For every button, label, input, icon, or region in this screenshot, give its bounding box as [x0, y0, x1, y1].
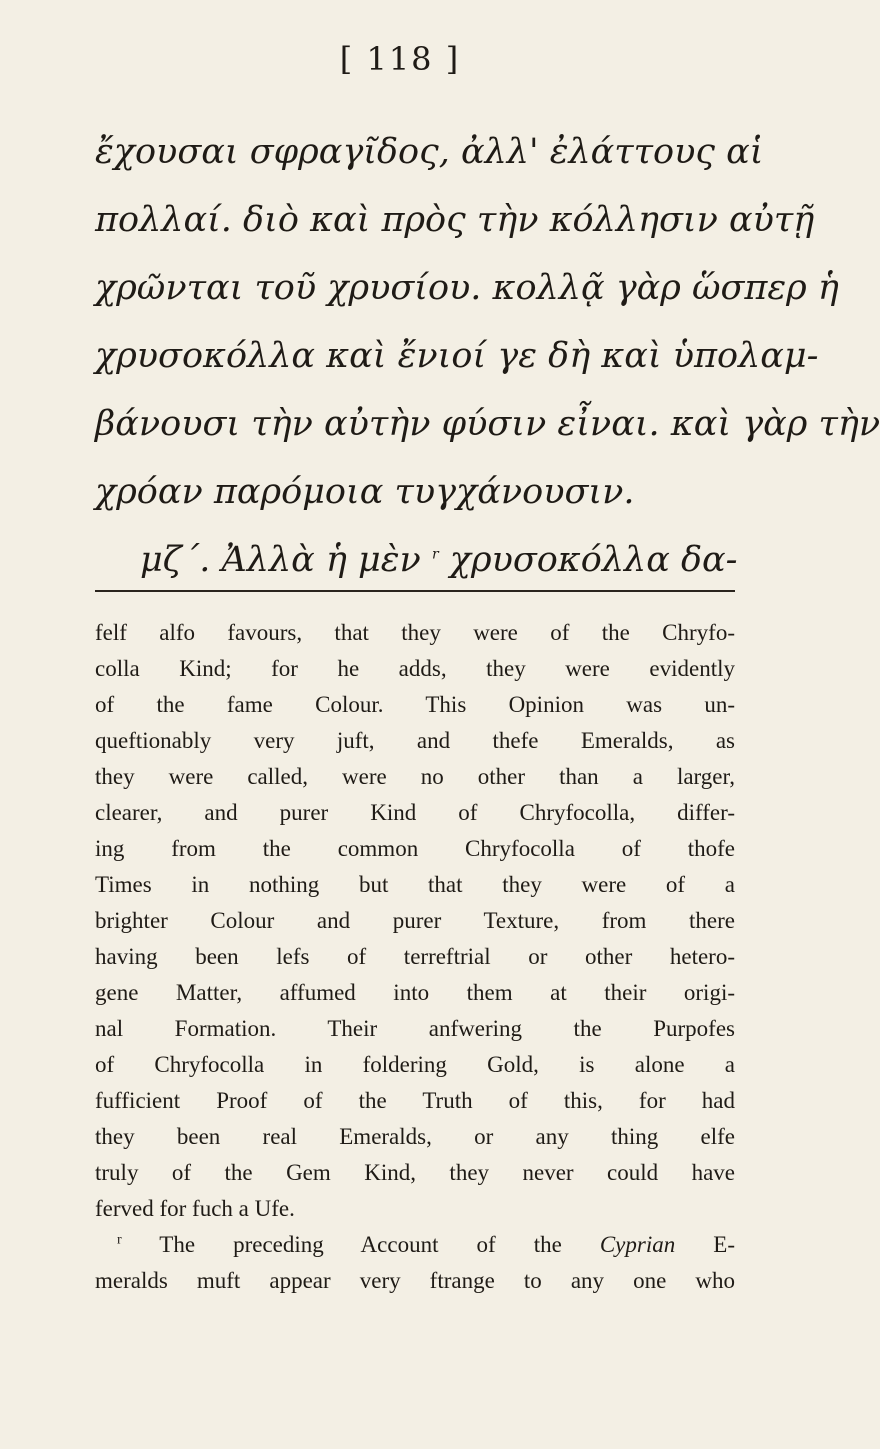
greek-line: βάνουσι τὴν αὐτὴν φύσιν εἶναι. καὶ γὰρ τὴν	[95, 404, 880, 444]
footnote-ref: r	[431, 546, 439, 563]
footnote-text: E-	[713, 1232, 735, 1257]
english-line: they been real Emeralds, or any thing elfe	[95, 1124, 735, 1149]
footnote-marker: r	[117, 1232, 122, 1248]
english-line: colla Kind; for he adds, they were evidently	[95, 656, 735, 681]
english-line: they were called, were no other than a larger,	[95, 764, 735, 789]
english-line: fufficient Proof of the Truth of this, for had	[95, 1088, 735, 1113]
greek-text: Ἀλλὰ ἡ μὲν	[221, 540, 421, 580]
greek-line: χρῶνται τοῦ χρυσίου. κολλᾷ γὰρ ὥσπερ ἡ	[95, 268, 839, 308]
english-line: ferved for fuch a Ufe.	[95, 1196, 295, 1221]
greek-line: πολλαί. διὸ καὶ πρὸς τὴν κόλλησιν αὐτῇ	[95, 200, 815, 240]
greek-text-block	[95, 118, 880, 594]
greek-line: χρόαν παρόμοια τυγχάνουσιν.	[95, 472, 635, 512]
english-line: having been lefs of terreftrial or other hetero-	[95, 944, 735, 969]
english-line: nal Formation. Their anfwering the Purpofes	[95, 1016, 735, 1041]
greek-line-section	[95, 526, 738, 594]
english-line: ing from the common Chryfocolla of thofe	[95, 836, 735, 861]
footnote-italic: Cyprian	[599, 1232, 676, 1257]
footnote-line: meralds muft appear very ftrange to any one who	[95, 1268, 735, 1293]
section-marker: μζ΄.	[140, 540, 211, 580]
english-line: queftionably very juft, and thefe Emeralds, as	[95, 728, 735, 753]
page-number: [ 118 ]	[339, 40, 461, 78]
divider-rule	[95, 590, 735, 592]
greek-text: χρυσοκόλλα δα-	[449, 540, 738, 580]
footnote-line	[95, 1227, 735, 1263]
footnote-text: The preceding Account of the	[159, 1232, 562, 1257]
english-line: Times in nothing but that they were of a	[95, 872, 735, 897]
english-line: brighter Colour and purer Texture, from there	[95, 908, 735, 933]
english-line: clearer, and purer Kind of Chryfocolla, differ-	[95, 800, 735, 825]
english-line: of Chryfocolla in foldering Gold, is alone a	[95, 1052, 735, 1077]
english-line: truly of the Gem Kind, they never could have	[95, 1160, 735, 1185]
greek-line: ἔχουσαι σφραγῖδος, ἀλλ' ἐλάττους αἱ	[95, 132, 764, 172]
english-line: of the fame Colour. This Opinion was un-	[95, 692, 735, 717]
greek-line: χρυσοκόλλα καὶ ἔνιοί γε δὴ καὶ ὑπολαμ-	[95, 336, 819, 376]
english-line: felf alfo favours, that they were of the Chryfo-	[95, 620, 735, 645]
english-line: gene Matter, affumed into them at their origi-	[95, 980, 735, 1005]
english-text-block	[95, 615, 735, 1299]
